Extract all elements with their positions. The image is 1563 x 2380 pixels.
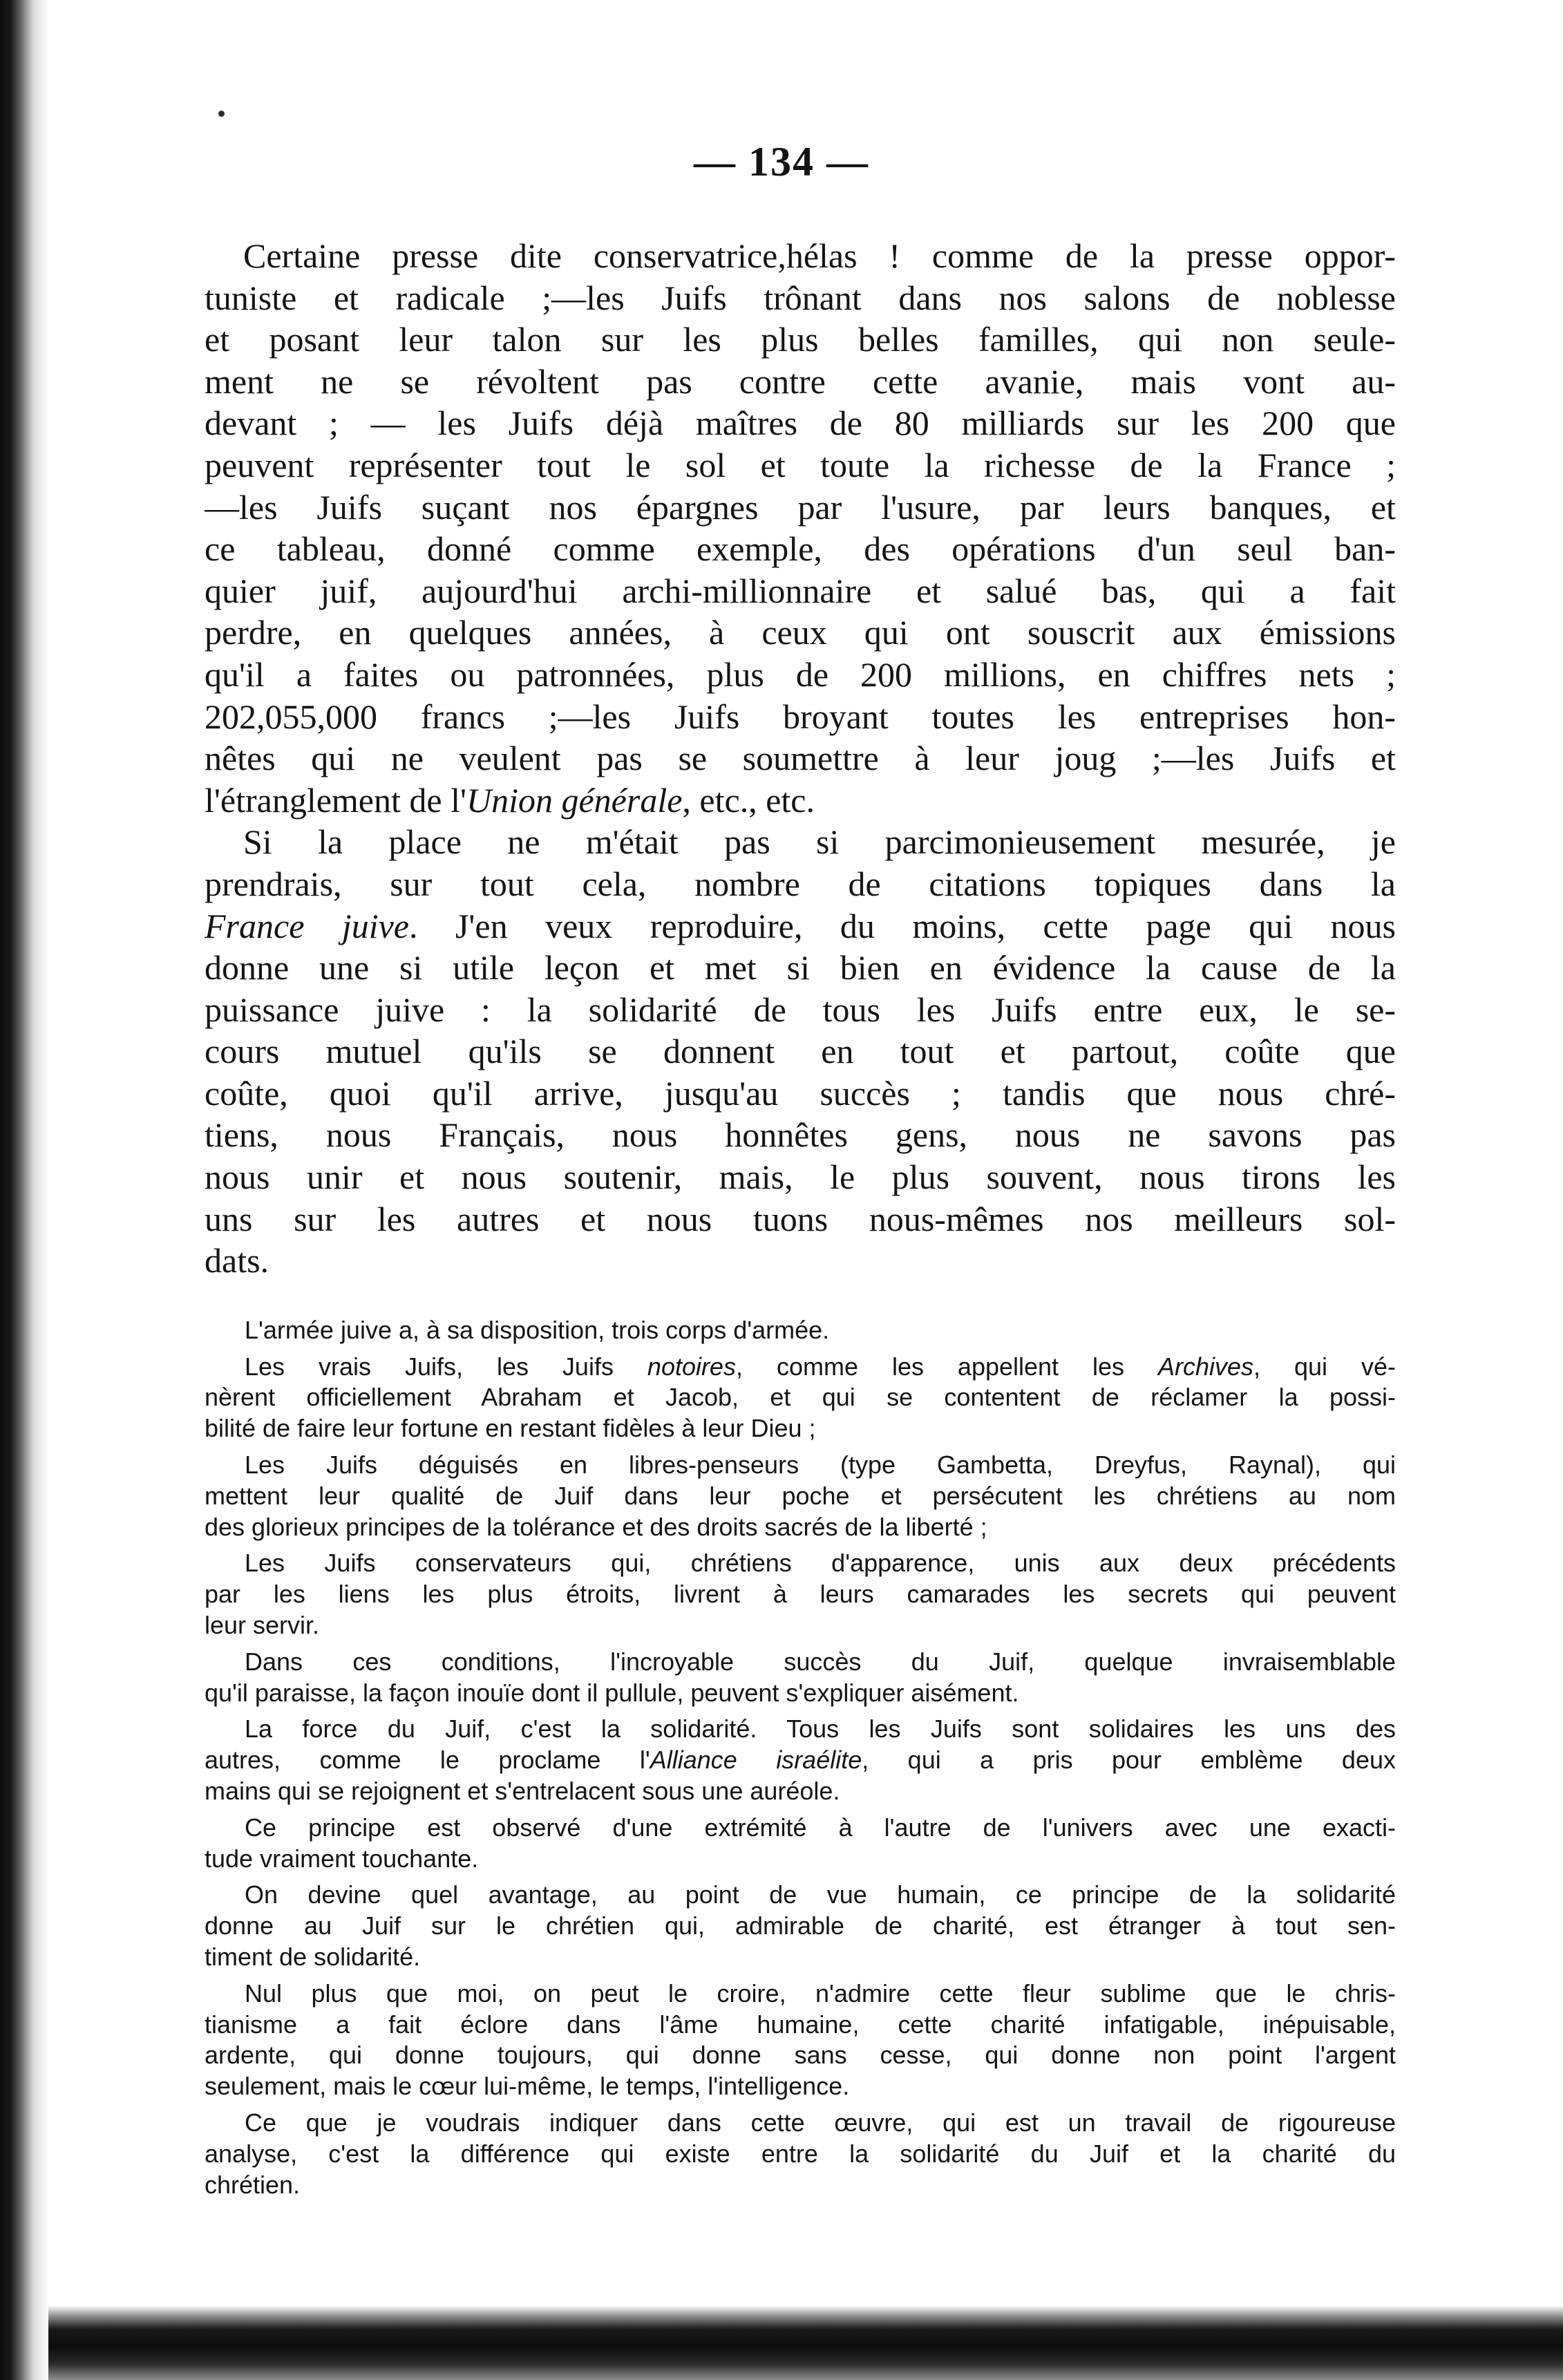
text-line: France juive. J'en veux reproduire, du moins, cette page qui nous: [205, 906, 1396, 945]
quote-line: Ce que je voudrais indiquer dans cette œuvre, qui est un travail de rigoureuse: [245, 2108, 1396, 2137]
ink-speck: [218, 111, 225, 117]
book-spine-shadow: [0, 0, 48, 2380]
quote-line: leur servir.: [205, 1611, 320, 1640]
text-line: cours mutuel qu'ils se donnent en tout et partout, coûte que: [205, 1032, 1396, 1071]
quote-line: seulement, mais le cœur lui-même, le temps, l'intelligence.: [205, 2072, 850, 2101]
quote-line: qu'il paraisse, la façon inouïe dont il pullule, peuvent s'expliquer aisément.: [205, 1678, 1019, 1707]
quote-line: Nul plus que moi, on peut le croire, n'admire cette fleur sublime que le chris-: [245, 1978, 1396, 2008]
paragraph-gap: [205, 1708, 1396, 1714]
quote-line: timent de solidarité.: [205, 1942, 421, 1971]
quote-line: mettent leur qualité de Juif dans leur poche et persécutent les chrétiens au nom: [205, 1481, 1396, 1510]
quote-line: Les vrais Juifs, les Juifs notoires, comme les appellent les Archives, qui vé-: [245, 1352, 1396, 1381]
paragraph-gap: [205, 1641, 1396, 1647]
text-line: nêtes qui ne veulent pas se soumettre à leur joug ;—les Juifs et: [205, 739, 1396, 778]
quoted-passage: [205, 1315, 1396, 2201]
text-line: 202,055,000 francs ;—les Juifs broyant toutes les entreprises hon-: [205, 697, 1396, 736]
quote-line: Ce principe est observé d'une extrémité à l'autre de l'univers avec une exacti-: [245, 1813, 1396, 1842]
quote-line: bilité de faire leur fortune en restant fidèles à leur Dieu ;: [205, 1414, 816, 1443]
quote-line: La force du Juif, c'est la solidarité. Tous les Juifs sont solidaires les uns des: [245, 1715, 1396, 1744]
quote-line: nèrent officiellement Abraham et Jacob, et qui se contentent de réclamer la possi-: [205, 1383, 1396, 1412]
quote-line: ardente, qui donne toujours, qui donne sans cesse, qui donne non point l'argent: [205, 2041, 1396, 2070]
text-line: devant ; — les Juifs déjà maîtres de 80 milliards sur les 200 que: [205, 404, 1396, 443]
text-line: peuvent représenter tout le sol et toute la richesse de la France ;: [205, 445, 1396, 484]
quote-line: tude vraiment touchante.: [205, 1844, 479, 1873]
text-line: qu'il a faites ou patronnées, plus de 200 millions, en chiffres nets ;: [205, 654, 1396, 694]
text-line: ce tableau, donné comme exemple, des opérations d'un seul ban-: [205, 529, 1396, 569]
page-number: — 134 —: [694, 139, 869, 185]
paragraph-gap: [205, 2102, 1396, 2108]
scan-edge-shadow: [48, 2305, 1563, 2380]
quote-line: Les Juifs déguisés en libres-penseurs (type Gambetta, Dreyfus, Raynal), qui: [245, 1451, 1396, 1480]
main-text: [205, 235, 1396, 1282]
text-line: dats.: [205, 1241, 269, 1281]
text-line: Si la place ne m'était pas si parcimonieusement mesurée, je: [243, 822, 1396, 862]
text-line: perdre, en quelques années, à ceux qui ont souscrit aux émissions: [205, 613, 1396, 652]
quote-line: des glorieux principes de la tolérance et des droits sacrés de la liberté ;: [205, 1512, 987, 1541]
text-line: donne une si utile leçon et met si bien en évidence la cause de la: [205, 948, 1396, 988]
text-line: et posant leur talon sur les plus belles familles, qui non seule-: [205, 320, 1396, 359]
paragraph-gap: [205, 1973, 1396, 1978]
paragraph-gap: [205, 1542, 1396, 1548]
text-line: coûte, quoi qu'il arrive, jusqu'au succès ; tandis que nous chré-: [205, 1073, 1396, 1113]
quote-line: donne au Juif sur le chrétien qui, admirable de charité, est étranger à tout sen-: [205, 1911, 1396, 1940]
paragraph-gap: [205, 1444, 1396, 1450]
text-line: prendrais, sur tout cela, nombre de citations topiques dans la: [205, 864, 1396, 903]
text-line: l'étranglement de l'Union générale, etc., etc.: [205, 780, 815, 820]
text-line: ment ne se révoltent pas contre cette avanie, mais vont au-: [205, 361, 1396, 401]
quote-line: Dans ces conditions, l'incroyable succès du Juif, quelque invraisemblable: [245, 1647, 1396, 1676]
paragraph-gap: [205, 1346, 1396, 1352]
paragraph-gap: [205, 1874, 1396, 1880]
quote-line: mains qui se rejoignent et s'entrelacent sous une auréole.: [205, 1777, 840, 1805]
quote-line: tianisme a fait éclore dans l'âme humaine, cette charité infatigable, inépuisable,: [205, 2010, 1396, 2039]
text-line: tiens, nous Français, nous honnêtes gens, nous ne savons pas: [205, 1115, 1396, 1155]
quote-line: L'armée juive a, à sa disposition, trois corps d'armée.: [245, 1315, 830, 1344]
quote-line: On devine quel avantage, au point de vue humain, ce principe de la solidarité: [245, 1880, 1396, 1909]
quote-line: autres, comme le proclame l'Alliance israélite, qui a pris pour emblème deux: [205, 1746, 1396, 1775]
text-line: quier juif, aujourd'hui archi-millionnaire et salué bas, qui a fait: [205, 571, 1396, 610]
text-line: —les Juifs suçant nos épargnes par l'usure, par leurs banques, et: [205, 487, 1396, 527]
quote-line: analyse, c'est la différence qui existe entre la solidarité du Juif et la charité du: [205, 2139, 1396, 2168]
text-line: Certaine presse dite conservatrice,hélas ! comme de la presse oppor-: [243, 236, 1396, 275]
quote-line: chrétien.: [205, 2170, 301, 2199]
paragraph-gap: [205, 1807, 1396, 1813]
page-body: [205, 235, 1396, 2200]
text-line: puissance juive : la solidarité de tous les Juifs entre eux, le se-: [205, 990, 1396, 1029]
text-line: nous unir et nous soutenir, mais, le plus souvent, nous tirons les: [205, 1158, 1396, 1197]
text-line: tuniste et radicale ;—les Juifs trônant dans nos salons de noblesse: [205, 278, 1396, 317]
text-line: uns sur les autres et nous tuons nous-mêmes nos meilleurs sol-: [205, 1199, 1396, 1238]
quote-line: par les liens les plus étroits, livrent à leurs camarades les secrets qui peuvent: [205, 1580, 1396, 1609]
quote-line: Les Juifs conservateurs qui, chrétiens d'apparence, unis aux deux précédents: [245, 1549, 1396, 1578]
